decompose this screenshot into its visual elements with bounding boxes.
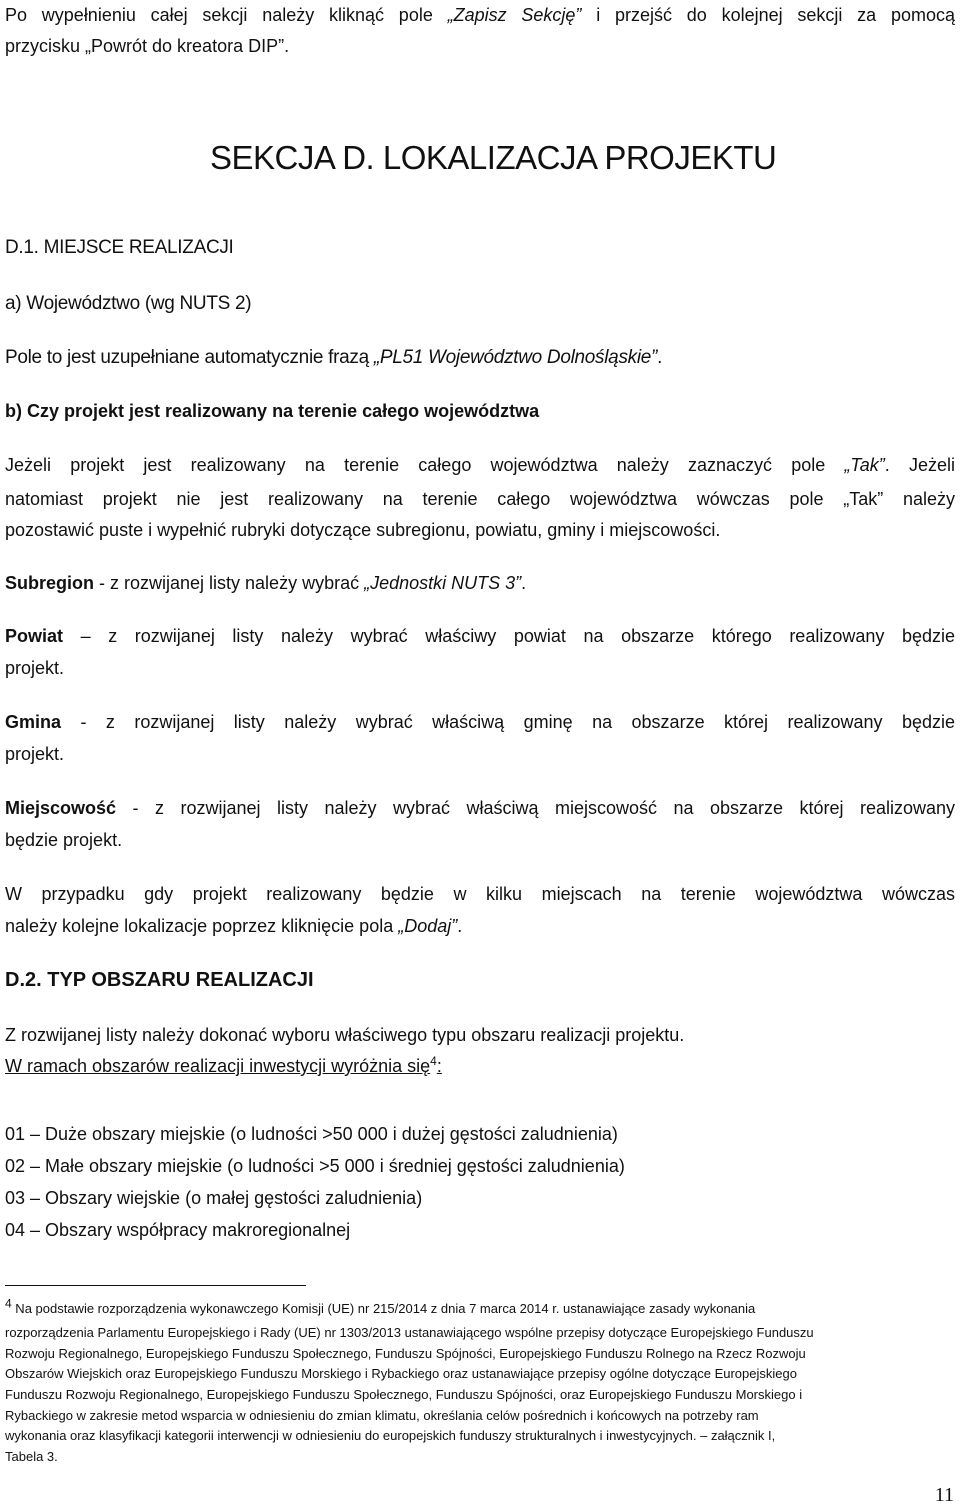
page-number: 11 <box>934 1484 954 1506</box>
area-type-item: 01 – Duże obszary miejskie (o ludności >50 000 i dużej gęstości zaludnienia) <box>5 1124 618 1144</box>
footnote-line: Funduszu Rozwoju Regionalnego, Europejskiego Funduszu Społecznego, Funduszu Spójności, oraz Europejskiego Funduszu Morskiego i <box>5 1387 803 1402</box>
footnote-reference: 4 <box>430 1054 437 1068</box>
area-type-item: 04 – Obszary współpracy makroregionalnej <box>5 1220 351 1240</box>
footnote-line: Rozwoju Regionalnego, Europejskiego Funduszu Społecznego, Funduszu Spójności, Europejskiego Funduszu Rolnego na Rzecz Rozwoju <box>5 1346 806 1361</box>
powiat-line-2: projekt. <box>5 658 65 678</box>
text: Pole to jest uzupełniane automatycznie frazą <box>5 347 374 368</box>
footnote-line: wykonania oraz klasyfikacji kategorii interwencji w odniesieniu do europejskich funduszy strukturalnych i inwestycyjnych. – załącznik I, <box>5 1428 776 1443</box>
intro-line-2: przycisku „Powrót do kreatora DIP”. <box>5 36 290 56</box>
intro-line-1 <box>5 4 955 26</box>
footnote-line: rozporządzenia Parlamentu Europejskiego i Rady (UE) nr 1303/2013 ustanawiającego wspólne przepisy dotyczące Europejskiego Funduszu <box>5 1325 814 1340</box>
text: Na podstawie rozporządzenia wykonawczego Komisji (UE) nr 215/2014 z dnia 7 marca 2014 r. ustanawiające zasady wykonania <box>11 1301 756 1316</box>
miejscowosc-label: Miejscowość <box>5 798 117 818</box>
intro-text: i przejść do kolejnej sekcji za pomocą <box>581 5 956 25</box>
footnote-line: Obszarów Wiejskich oraz Europejskiego Funduszu Morskiego i Rybackiego oraz ustanawiające przepisy ogólne dotyczące Europejskiego <box>5 1366 797 1381</box>
text: . <box>657 347 663 368</box>
d2-heading: D.2. TYP OBSZARU REALIZACJI <box>5 969 314 991</box>
miejscowosc-line <box>5 797 955 819</box>
gmina-label: Gmina <box>5 712 62 732</box>
d1-a-heading: a) Województwo (wg NUTS 2) <box>5 293 252 314</box>
footnote-line <box>5 1296 756 1317</box>
area-type-item: 02 – Małe obszary miejskie (o ludności >5 000 i średniej gęstości zaludnienia) <box>5 1156 625 1176</box>
text: - z rozwijanej listy należy wybrać <box>94 573 365 593</box>
d1-b-paragraph-line-2: natomiast projekt nie jest realizowany na terenie całego województwa wówczas pole „Tak” należy <box>5 489 955 509</box>
emphasis: „Tak” <box>844 455 885 475</box>
powiat-line <box>5 625 955 647</box>
multi-location-line-1: W przypadku gdy projekt realizowany będzie w kilku miejscach na terenie województwa wówczas <box>5 884 955 904</box>
underlined-text: W ramach obszarów realizacji inwestycji wyróżnia się <box>5 1056 431 1076</box>
emphasis: „PL51 Województwo Dolnośląskie” <box>373 347 658 368</box>
footnote-line: Tabela 3. <box>5 1449 58 1464</box>
area-type-item: 03 – Obszary wiejskie (o małej gęstości zaludnienia) <box>5 1188 423 1208</box>
d1-heading: D.1. MIEJSCE REALIZACJI <box>5 237 234 258</box>
footnote-line: Rybackiego w zakresie metod wsparcia w odniesieniu do zmian klimatu, określania celów pośrednich i końcowych na potrzeby ram <box>5 1408 759 1423</box>
text: . <box>457 916 463 936</box>
footnote-separator <box>5 1285 306 1286</box>
multi-location-line-2 <box>5 915 462 937</box>
text: - z rozwijanej listy należy wybrać właściwą miejscowość na obszarze której realizowany <box>116 798 955 818</box>
text: : <box>436 1056 442 1076</box>
d1-b-paragraph-line-1 <box>5 454 955 476</box>
emphasis: „Dodaj” <box>398 916 458 936</box>
miejscowosc-line-2: będzie projekt. <box>5 830 123 850</box>
d1-b-heading: b) Czy projekt jest realizowany na terenie całego województwa <box>5 401 540 421</box>
text: Jeżeli projekt jest realizowany na terenie całego województwa należy zaznaczyć pole <box>5 455 845 475</box>
d1-a-text <box>5 347 662 369</box>
subregion-label: Subregion <box>5 573 94 593</box>
text: należy kolejne lokalizacje poprzez kliknięcie pola <box>5 916 399 936</box>
gmina-line-2: projekt. <box>5 744 65 764</box>
text: . <box>521 573 527 593</box>
text: . Jeżeli <box>884 455 955 475</box>
emphasis: „Jednostki NUTS 3” <box>364 573 522 593</box>
text: - z rozwijanej listy należy wybrać właściwą gminę na obszarze której realizowany będzie <box>61 712 955 732</box>
intro-text: Po wypełnieniu całej sekcji należy kliknąć pole <box>5 5 448 25</box>
footnote-mark: 4 <box>5 1296 12 1311</box>
d2-text: Z rozwijanej listy należy dokonać wyboru właściwego typu obszaru realizacji projektu. <box>5 1025 685 1045</box>
powiat-label: Powiat <box>5 626 64 646</box>
d2-intro-underlined <box>5 1055 442 1077</box>
gmina-line <box>5 711 955 733</box>
intro-emphasis: „Zapisz Sekcję” <box>447 5 582 25</box>
d1-b-paragraph-line-3: pozostawić puste i wypełnić rubryki dotyczące subregionu, powiatu, gminy i miejscowości. <box>5 520 721 540</box>
section-title: SEKCJA D. LOKALIZACJA PROJEKTU <box>210 139 777 176</box>
text: – z rozwijanej listy należy wybrać właściwy powiat na obszarze którego realizowany będzie <box>63 626 955 646</box>
subregion-line <box>5 572 526 594</box>
